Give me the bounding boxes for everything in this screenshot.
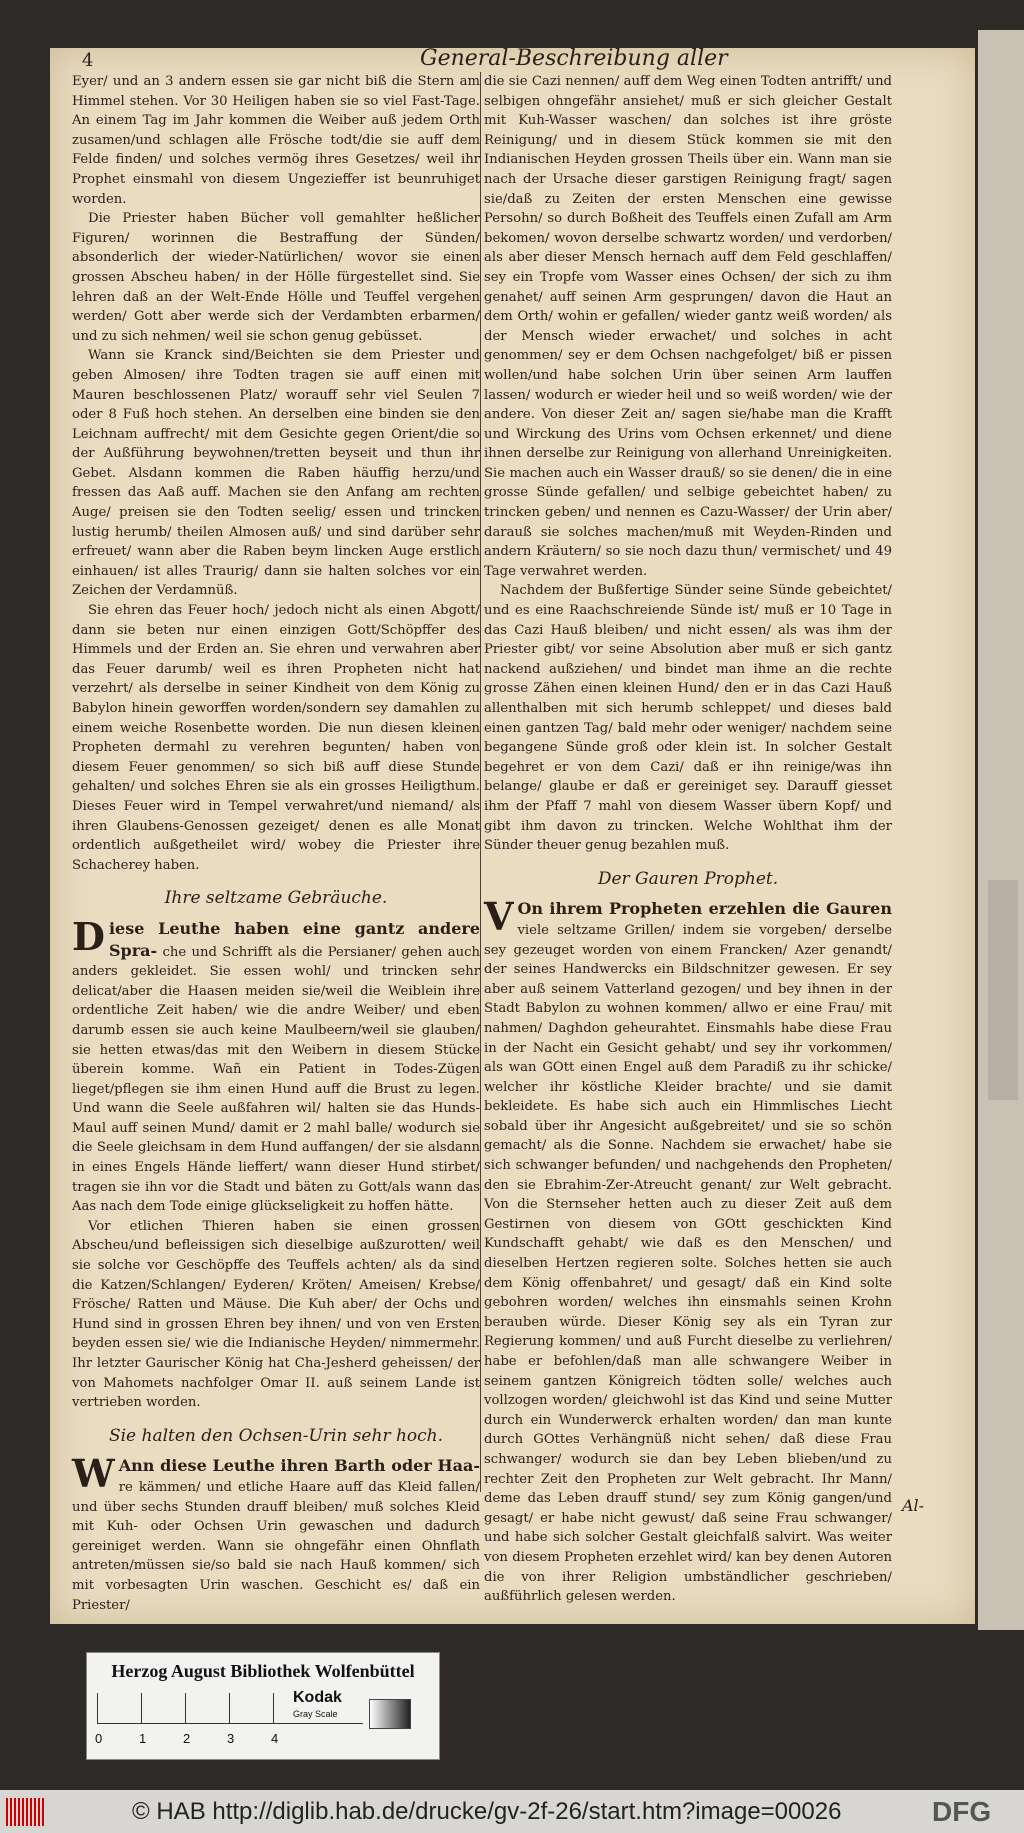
ruler-tick [97, 1693, 98, 1723]
gray-scale-label: Gray Scale [293, 1709, 338, 1719]
drop-cap-d: D [72, 913, 105, 959]
drop-cap-v: V [484, 894, 514, 940]
lead-line-3: On ihrem Propheten erzehlen die Gauren [517, 899, 892, 919]
scale-number-0: 0 [95, 1731, 103, 1746]
scale-number-3: 3 [227, 1731, 235, 1746]
left-paragraph-7: re kämmen/ und etliche Haare auff das Kleid fallen/ und über sechs Stunden drauff bleiben/ muß solches Kleid mit Kuh- oder Ochsen Urin gewaschen und dadurch gereiniget werden. Wann sie ohngefähr einen Ohnflath antreten/müssen sie/so bald sie nach Hauß kommen/ sich mit vorbesagten Urin waschen. Geschicht es/ daß ein Priester/ [72, 1479, 480, 1613]
right-paragraph-3-wrap [484, 894, 892, 1606]
gray-swatch [369, 1699, 411, 1729]
scale-number-1: 1 [139, 1731, 147, 1746]
page-number: 4 [82, 50, 94, 71]
ruler-tick [185, 1693, 186, 1723]
source-credit: © HAB http://diglib.hab.de/drucke/gv-2f-26/start.htm?image=00026 [132, 1798, 842, 1825]
adjacent-page-mark [988, 880, 1018, 1100]
scale-number-4: 4 [271, 1731, 279, 1746]
left-paragraph-6: Vor etlichen Thieren haben sie einen grossen Abscheu/und befleissigen sich dieselbige außzurotten/ weil sie solche vor Geschöpffe des Teuffels achten/ als da sind die Katzen/Schlangen/ Eyderen/ Kröten/ Ameisen/ Krebse/ Frösche/ Ratten und Mäuse. Die Kuh aber/ der Ochs und Hund sind in grossen Ehren bey ihnen/ und von ven Ersten beyden essen sie/ wie die Indianische Heyden/ nimmermehr. Ihr letzter Gaurischer König hat Cha-Jesherd geheissen/ der von Mahomets nachfolger Omar II. auß seinem Lande ist vertrieben worden. [72, 1218, 480, 1411]
right-paragraph-3: viele seltzame Grillen/ indem sie vorgeben/ derselbe sey gezeuget worden von einem Francken/ Azer genandt/ der seines Handwercks ein Bildschnitzer gewesen. Er sey aber auß seinem Vatterland gezogen/ und bey ihnen in der Stadt Babylon zu wohnen kommen/ allwo er eine Frau/ mit nahmen/ Daghdon geheurahtet. Einsmahls habe diese Frau in der Nacht ein Gesicht gehabt/ und sey ihr vorkommen/ als wan GOtt einen Engel auß dem Paradiß zu ihr schicke/ welcher ihr köstliche Kleider brachte/ und sie damit bekleidete. Es habe sich auch ein Himmlisches Liecht sobald über ihr Angesicht außgebreitet/ und sie so schön gemacht/ als die Sonne. Nachdem sie erwachet/ habe sie sich schwanger befunden/ und nachgehends den Propheten/ den sie Ebrahim-Zer-Atreucht genant/ zur Welt gebracht. Von die Sternseher hetten auch zu dieser Zeit auß dem Gestirnen von diesem von GOtt geschickten Kind Kundschafft gehabt/ wie daß es den Menschen/ und dieselben Hertzen regieren solte. Solches hetten sie auch dem König offenbahret/ und gesagt/ daß ein Kind solte gebohren worden/ welches ihn einsmahls seinen Krohn berauben würde. Dieser König sey als ein Tyran zur Regierung kommen/ und auß Furcht dieselbe zu verliehren/ habe er befohlen/daß man alle schwangere Weiber in seinem gantzen Königreich tödten solle/ welches auch vollzogen worden/ gleichwohl ist das Kind und seine Mutter durch ein Wunderwerck erhalten worden/ dan man kunte durch GOttes Verhängnüß nicht sehen/ daß diese Frau schwanger/ wodurch sie dan bey Leben blieben/und zu rechter Zeit den Propheten zur Welt gebracht. Ihr Mann/ deme das Leben drauff stund/ sey zum König gangen/und gesagt/ er habe nicht gewust/ daß seine Frau schwanger/ und habe sich solcher Gestalt gleichfalß salvirt. Was weiter von diesem Propheten erzehlet wird/ kan bey denen Autoren die von ihrer Religion umbständlicher geschrieben/ außführlich gelesen werden. [484, 922, 892, 1605]
dfg-logo: DFG [932, 1796, 992, 1827]
lead-line-2: Ann diese Leuthe ihren Barth oder Haa- [118, 1456, 480, 1476]
left-paragraph-5-wrap [72, 913, 480, 1217]
left-paragraph-3: Wann sie Kranck sind/Beichten sie dem Priester und geben Almosen/ ihre Todten tragen sie auff einen mit Mauren beschlossenen Platz/ worauff sehr viel Seulen 7 oder 8 Fuß hoch stehen. An derselben eine binden sie den Leichnam auffrecht/ mit dem Gesichte gegen Orient/die so der Außführung beywohnen/tretten beyseit und thun ihr Gebet. Alsdann kommen die Raben häuffig herzu/und fressen das Aaß auff. Machen sie den Anfang am rechten Auge/ preisen sie den Todten seelig/ essen und trincken lustig herumb/ theilen Almosen auß/ und sind darüber sehr erfreuet/ wann aber die Raben beym lincken Auge erstlich einhauen/ ist alles Traurig/ dann sie halten solches vor ein Zeichen der Verdamnüß. [72, 348, 480, 599]
ruler-tick [141, 1693, 142, 1723]
section-heading-urine: Sie halten den Ochsen-Urin sehr hoch. [108, 1425, 444, 1446]
section-heading-customs: Ihre seltzame Gebräuche. [164, 888, 388, 909]
lead-line-1: iese Leuthe haben eine gantz andere Spra- [108, 918, 480, 960]
kodak-label: Kodak [293, 1689, 342, 1706]
running-head: General-Beschreibung aller [420, 46, 728, 71]
footer-bar [0, 1790, 1024, 1833]
section-heading-prophet: Der Gauren Prophet. [597, 868, 779, 889]
right-column [484, 72, 892, 1607]
left-paragraph-4: Sie ehren das Feuer hoch/ jedoch nicht als einen Abgott/ dann sie beten nur einen einzigen Gott/Schöpffer des Himmels und der Erden an. Sie ehren und verwahren aber das Feuer darumb/ weil es ihren Propheten nicht hat verzehrt/ als derselbe in seiner Kindheit von dem König zu Babylon hinein geworffen worden/sondern sey damahlen zu einem weiche Rosenbette worden. Die nun diesen kleinen Propheten dermahl zu verehren begunten/ haben von diesem Feuer genommen/ so sich biß auff diese Stunde gehalten/ und solches Ehren sie als ein grosses Heiligthum. Dieses Feuer wird in Tempel verwahret/und niemand/ als ihren Glaubens-Genossen gezeiget/ denen es alle Monat ordentlich außgetheilet wird/ wobey die Priester ihre Schacherey haben. [72, 603, 480, 873]
drop-cap-w: W [72, 1451, 115, 1497]
left-paragraph-5: che und Schrifft als die Persianer/ gehen auch anders gekleidet. Sie essen wohl/ und trincken sehr delicat/aber die Haasen meiden sie/weil die Weiblein ihre ordentliche Zeit haben/ wie die andre Weiber/ und eben darumb essen sie auch keine Maulbeern/weil sie glauben/ sie hetten etwas/das mit den Weibern in diesem Stücke überein komme. Wañ ein Patient in Todes-Zügen lieget/pflegen sie ihm einen Hund auff die Brust zu legen. Und wann die Seele außfahren wil/ halten sie das Hunds-Maul auff seinen Mund/ damit er 2 mahl balle/ wodurch sie die Seele gleichsam in dem Hund auffangen/ der sie alsdann in eines Engels Hände lieffert/ wann dieser Hund stirbet/ tragen sie ihn vor die Stadt und bäten zu Gott/als wann das Aas nach dem Tode einige glückseligkeit zu hoffen hätte. [72, 944, 480, 1215]
library-label: Herzog August Bibliothek Wolfenbüttel [111, 1661, 415, 1681]
adjacent-page-edge [978, 30, 1024, 1630]
color-scale-target [86, 1652, 440, 1760]
left-paragraph-7-wrap [72, 1451, 480, 1615]
right-paragraph-1: die sie Cazi nennen/ auff dem Weg einen Todten antrifft/ und selbigen ohngefähr ansiehet/ muß er sich gleicher Gestalt mit Kuh-Wasser waschen/ dan solches ist ihre gröste Reinigung/ und in diesem Stück kommen sie mit den Indianischen Heyden grossen Theils über ein. Wann man sie nach der Ursache dieser garstigen Reinigung fragt/ sagen sie/daß zu Zeiten der ersten Menschen eine gewisse Persohn/ so durch Boßheit des Teuffels einen Zufall am Arm bekomen/ wovon derselbe schwartz worden/ und verdorben/ als aber dieser Mensch hernach auff dem Feld geschlaffen/ sey ein Tropfe vom Wasser eines Ochsen/ der sich zu ihm genahet/ auff seinen Arm gesprungen/ davon die Haut an dem Orth/ wohin er gefallen/ wieder gantz weiß worden/ als der Mensch wieder erwachet/ und solches in acht genommen/ sey er dem Ochsen nachgefolget/ biß er pissen wollen/und habe solchen Urin über seinen Arm lauffen lassen/ wodurch er wieder heil und so weiß worden/ wie der andere. Von dieser Zeit an/ sagen sie/habe man die Krafft und Wirckung des Urins vom Ochsen erkennet/ und diene ihnen derselbe zur Reinigung von allerhand Unreinigkeiten. Sie machen auch ein Wasser drauß/ so sie denen/ die in eine grosse Sünde gefallen/ und selbige gebeichtet haben/ zu trincken geben/ und nennen es Cazu-Wasser/ der Urin aber/ darauß sie solches machen/muß mit Weyden-Rinden und andern Kräutern/ so sie noch dazu thun/ vermischet/ und 49 Tage verwahret werden. [484, 74, 892, 579]
left-paragraph-2: Die Priester haben Bücher voll gemahlter heßlicher Figuren/ worinnen die Bestraffung der Sünden/ absonderlich der wieder-Natürlichen/ wovor sie einen grossen Abscheu haben/ in der Hölle fürgestellet sind. Sie lehren daß an der Welt-Ende Hölle und Teuffel vergehen werden/ Gott aber werde sich der Verdambten erbarmen/ und zu sich nehmen/ weil sie schon genug gebüsset. [72, 211, 480, 344]
left-column [72, 72, 480, 1615]
barcode-icon [6, 1798, 46, 1826]
ruler-tick [273, 1693, 274, 1723]
left-paragraph-1: Eyer/ und an 3 andern essen sie gar nicht biß die Stern am Himmel stehen. Vor 30 Heiligen haben sie so viel Fast-Tage. An einem Tag im Jahr kommen die Weiber auß jedem Orth zusamen/und schlagen alle Frösche todt/die sie auff dem Felde finden/ und solches vermög ihres Gesetzes/ weil ihr Prophet einsmahl von diesem Ungezieffer ist beunruhiget worden. [72, 74, 480, 207]
catchword: Al- [902, 1496, 925, 1515]
scale-number-2: 2 [183, 1731, 191, 1746]
right-paragraph-2: Nachdem der Bußfertige Sünder seine Sünde gebeichtet/ und es eine Raachschreiende Sünde ist/ muß er 10 Tage in das Cazi Hauß bleiben/ und nicht essen/ als was ihm der Priester gibt/ vor seine Absolution aber muß er sich gantz nackend außziehen/ und bindet man ihme an die rechte grosse Zähen einen kleinen Hund/ den er in das Cazi Hauß allenthalben mit sich herumb schleppet/ und dieses bald einen gantzen Tag/ bald mehr oder weniger/ nachdem seine begangene Sünde groß oder klein ist. In solcher Gestalt begehret er von dem Cazi/ daß er ihn reinige/was ihn belange/ glaube er daß er gereiniget sey. Darauff giesset ihm der Pfaff 7 mahl von diesem Wasser übern Kopf/ und gibt ihm davon zu trincken. Welche Wohlthat ihm der Sünder theuer genug bezahlen muß. [484, 583, 892, 854]
column-divider [480, 72, 481, 1492]
ruler-tick [229, 1693, 230, 1723]
